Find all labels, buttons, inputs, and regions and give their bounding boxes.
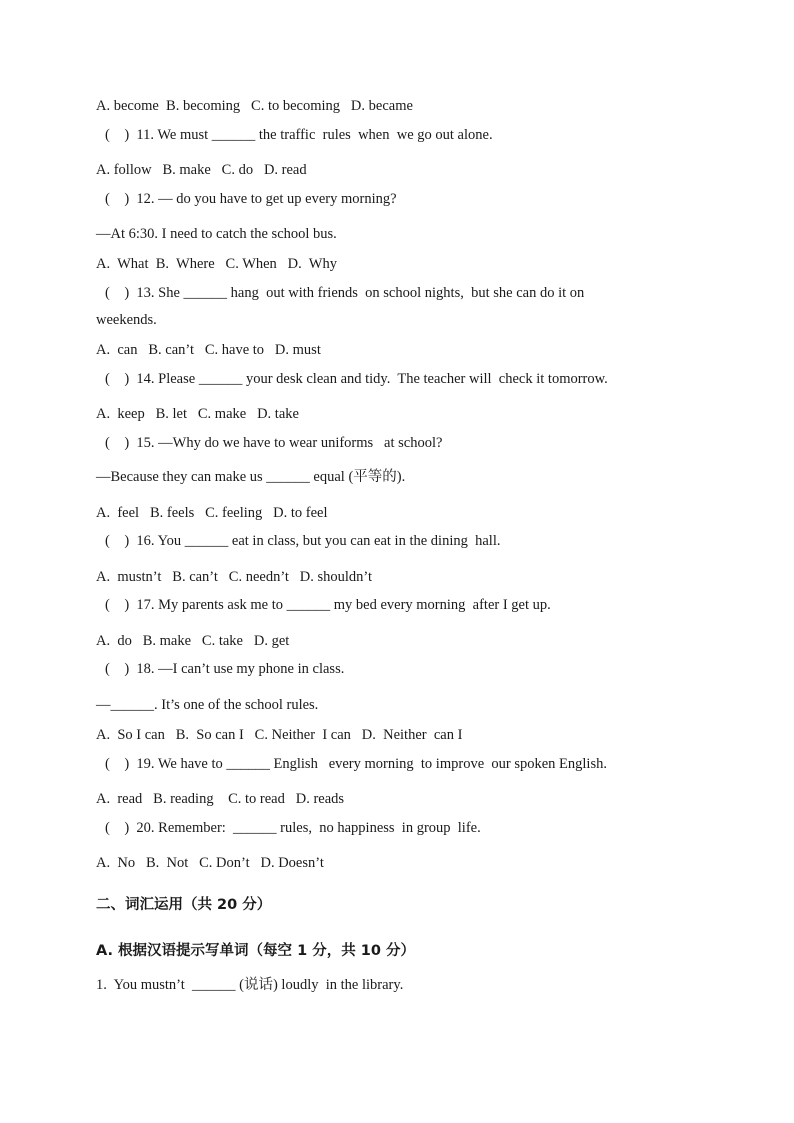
options-q20: A. No B. Not C. Don’t D. Doesn’t — [96, 855, 324, 871]
options-q10: A. become B. becoming C. to becoming D. became — [96, 98, 413, 114]
question-19: ( ) 19. We have to ______ English every morning to improve our spoken English. — [105, 756, 607, 772]
question-20: ( ) 20. Remember: ______ rules, no happiness in group life. — [105, 820, 481, 836]
options-q18: A. So I can B. So can I C. Neither I can D. Neither can I — [96, 727, 463, 743]
vocab-item-1: 1. You mustn’t ______ (说话) loudly in the library. — [96, 977, 404, 993]
options-q14: A. keep B. let C. make D. take — [96, 406, 299, 422]
question-18: ( ) 18. —I can’t use my phone in class. — [105, 661, 345, 677]
dialogue-line-q15: —Because they can make us ______ equal (平等的). — [96, 469, 406, 485]
question-14: ( ) 14. Please ______ your desk clean and tidy. The teacher will check it tomorrow. — [105, 371, 608, 387]
options-q16: A. mustn’t B. can’t C. needn’t D. shouldn’t — [96, 569, 373, 585]
options-q17: A. do B. make C. take D. get — [96, 633, 290, 649]
options-q19: A. read B. reading C. to read D. reads — [96, 791, 345, 807]
question-17: ( ) 17. My parents ask me to ______ my bed every morning after I get up. — [105, 597, 551, 613]
options-q11: A. follow B. make C. do D. read — [96, 162, 307, 178]
question-13: ( ) 13. She ______ hang out with friends on school nights, but she can do it on — [105, 285, 585, 301]
subsection-heading-a: A. 根据汉语提示写单词（每空 1 分，共 10 分） — [96, 943, 416, 959]
options-q15: A. feel B. feels C. feeling D. to feel — [96, 505, 328, 521]
dialogue-line-q18: —______. It’s one of the school rules. — [96, 697, 319, 713]
question-13-continued: weekends. — [96, 312, 157, 328]
question-12: ( ) 12. — do you have to get up every morning? — [105, 191, 397, 207]
options-q13: A. can B. can’t C. have to D. must — [96, 342, 321, 358]
dialogue-line-q12: —At 6:30. I need to catch the school bus. — [96, 226, 337, 242]
question-16: ( ) 16. You ______ eat in class, but you can eat in the dining hall. — [105, 533, 501, 549]
question-15: ( ) 15. —Why do we have to wear uniforms at school? — [105, 435, 443, 451]
section-heading-vocabulary: 二、词汇运用（共 20 分） — [96, 897, 272, 913]
options-q12: A. What B. Where C. When D. Why — [96, 256, 337, 272]
question-11: ( ) 11. We must ______ the traffic rules when we go out alone. — [105, 127, 493, 143]
